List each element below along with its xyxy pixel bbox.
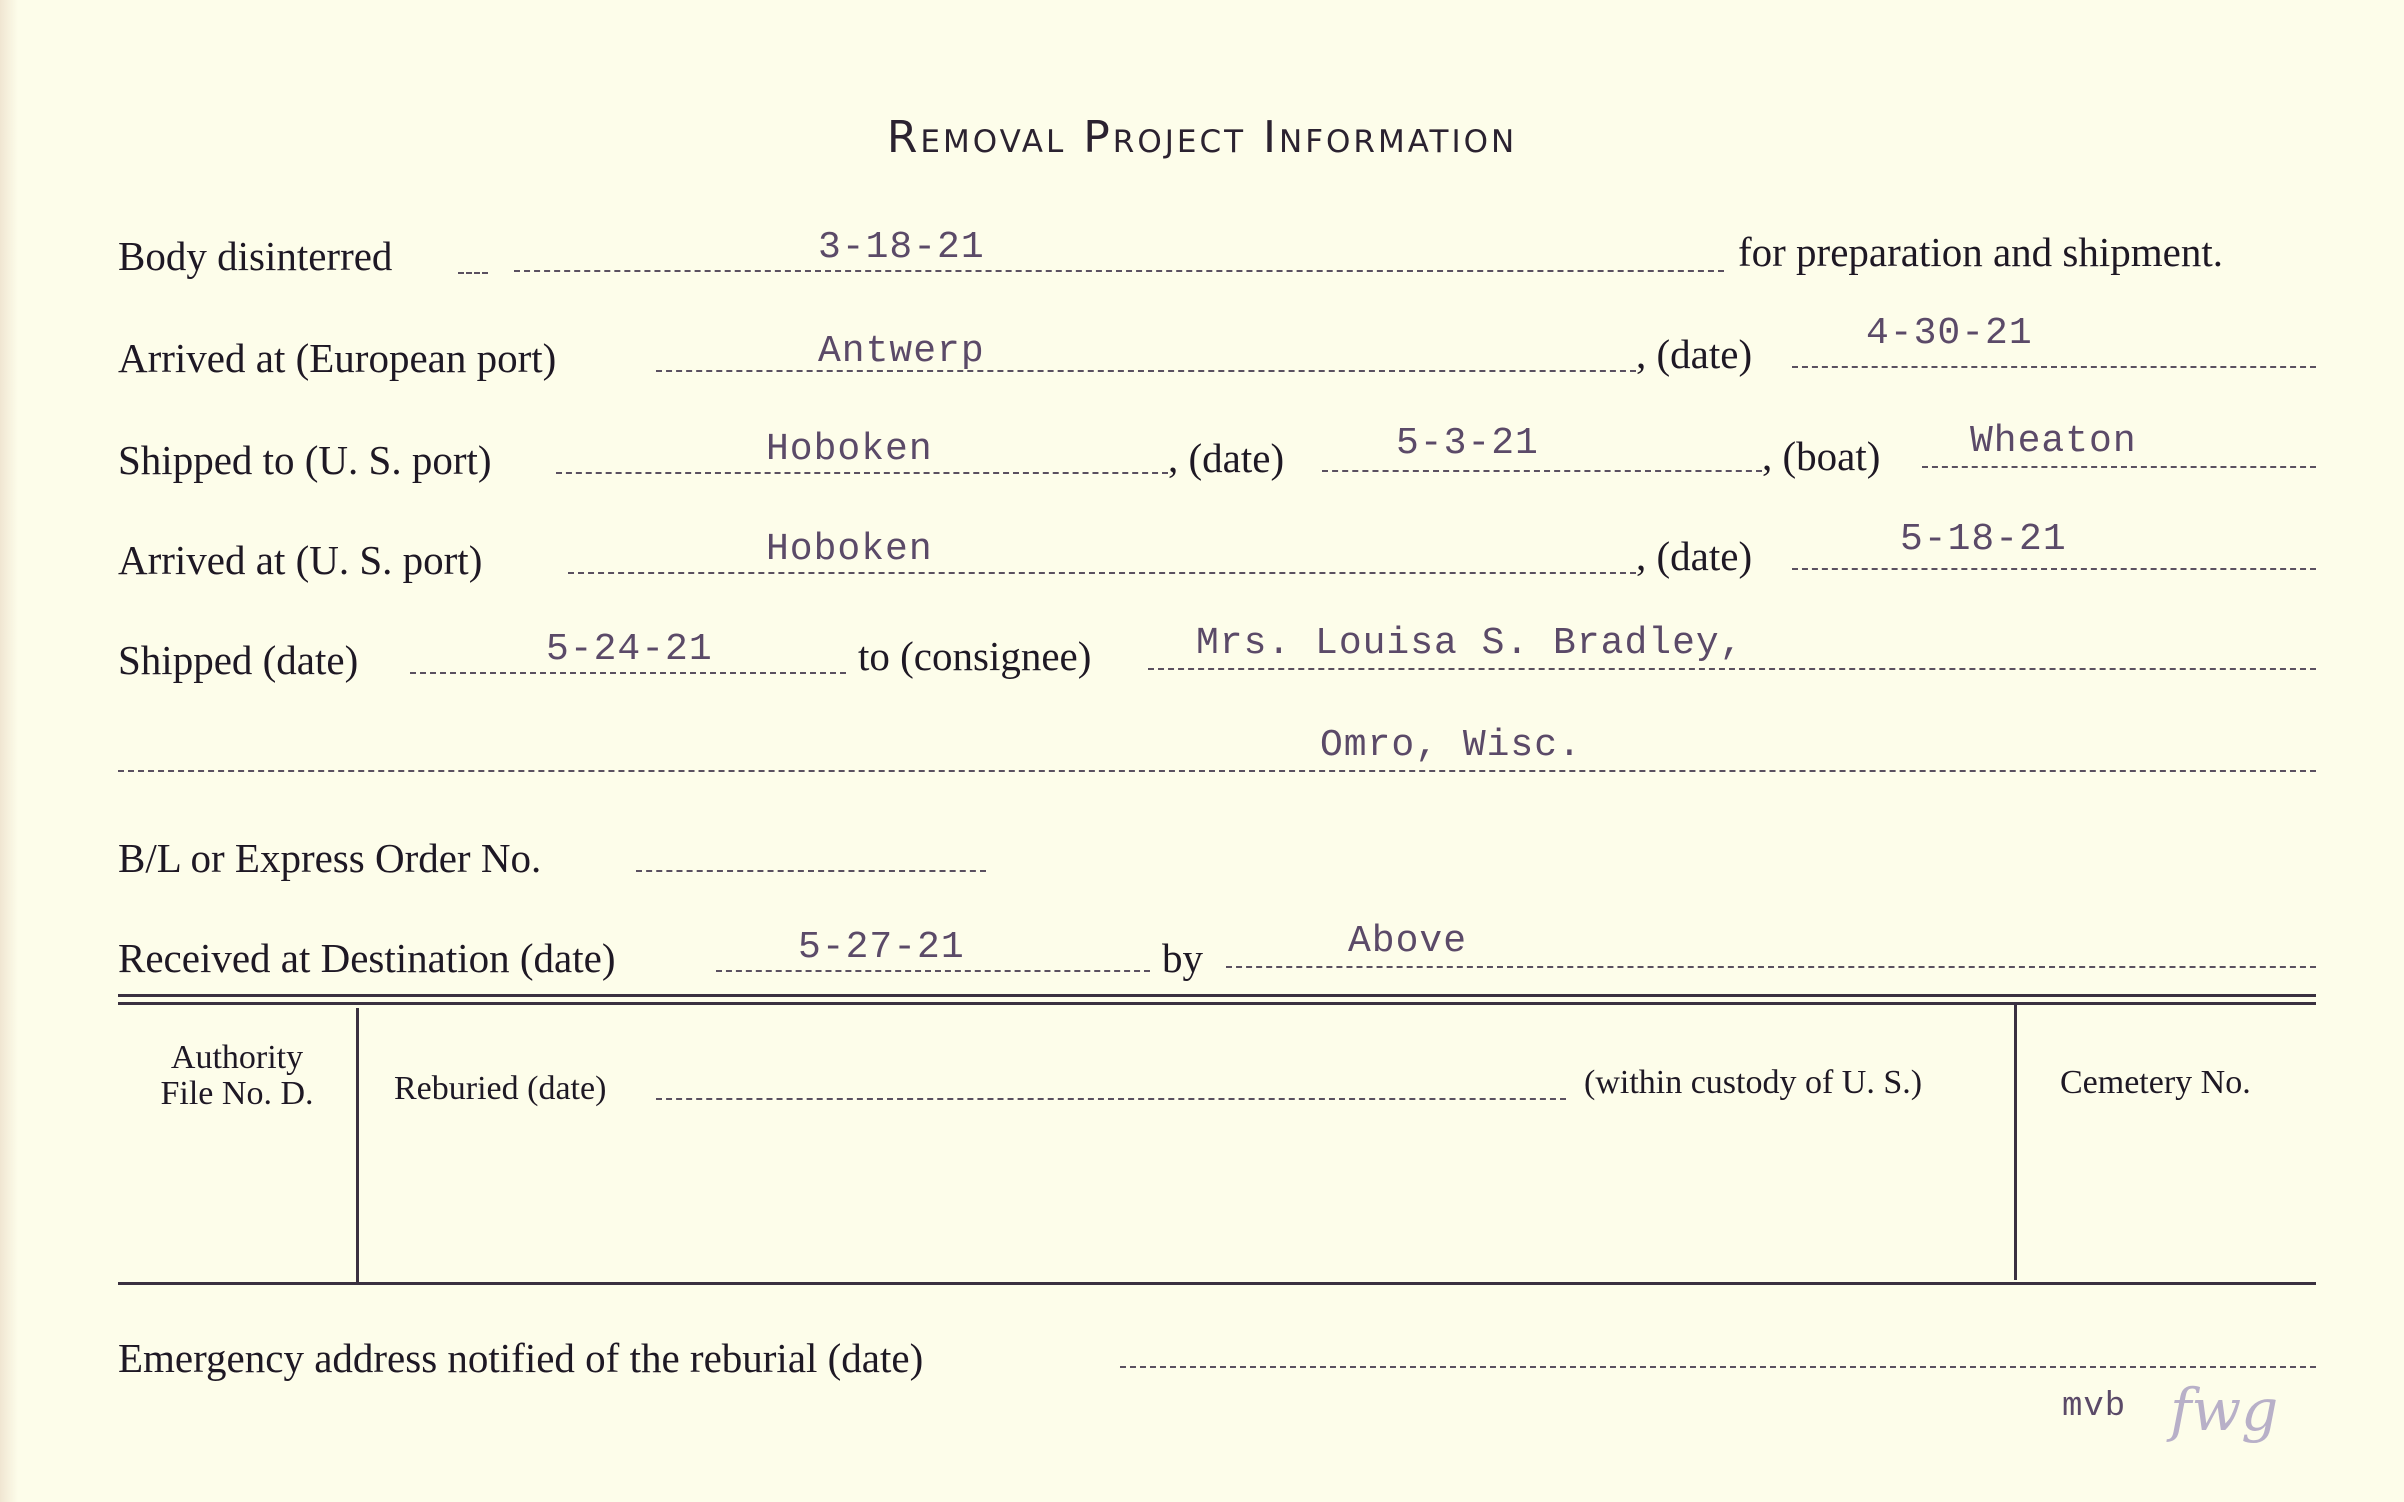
europe-arrival-date: 4-30-21 [1866,312,2033,355]
received-label: Received at Destination (date) [118,935,616,981]
arrived-us-label: Arrived at (U. S. port) [118,537,483,583]
typed-initials: mvb [2062,1388,2127,1426]
dotted-line [556,472,1168,474]
dotted-line [458,272,488,274]
dotted-line [1922,466,2316,468]
europe-port: Antwerp [818,330,985,373]
us-arrival-date: 5-18-21 [1900,518,2067,561]
dotted-line [636,870,986,872]
dotted-line [656,1098,1566,1100]
dotted-line [1322,470,1762,472]
consignee-name: Mrs. Louisa S. Bradley, [1196,622,1744,665]
emergency-label: Emergency address notified of the reburial (date) [118,1335,924,1381]
table-divider [356,1008,359,1284]
shipped-date-label: Shipped (date) [118,637,359,683]
table-divider [2014,1004,2017,1280]
dotted-line [1148,668,2316,670]
arrived-us-date-label: , (date) [1636,533,1753,579]
dotted-line [716,970,1150,972]
cemetery-label: Cemetery No. [2060,1064,2251,1101]
card-title: Removal Project Information [886,112,1518,163]
card-edge [0,0,18,1502]
dotted-line [118,770,2316,772]
us-port-shipped: Hoboken [766,428,933,471]
authority-line-2: File No. D. [160,1075,314,1112]
disinterred-date: 3-18-21 [818,226,985,269]
consignee-address: Omro, Wisc. [1320,724,1582,767]
boat-label: , (boat) [1762,433,1881,479]
dotted-line [568,572,1636,574]
arrived-europe-label: Arrived at (European port) [118,335,557,381]
handwritten-initials: fwg [2170,1376,2279,1444]
dotted-line [1792,568,2316,570]
reburied-label: Reburied (date) [394,1070,607,1107]
dotted-line [1120,1366,2316,1368]
table-top-rule [118,994,2316,997]
authority-line-1: Authority [170,1039,304,1076]
dotted-line [1226,966,2316,968]
received-by-label: by [1162,935,1203,981]
received-date: 5-27-21 [798,926,965,969]
boat-name: Wheaton [1970,420,2137,463]
authority-label [130,1040,344,1112]
disinterred-suffix: for preparation and shipment. [1738,229,2224,275]
shipped-us-date: 5-3-21 [1396,422,1539,465]
table-bottom-rule [118,1282,2316,1285]
disinterred-label: Body disinterred [118,233,393,279]
received-by: Above [1348,920,1468,963]
us-port-arrived: Hoboken [766,528,933,571]
custody-label: (within custody of U. S.) [1584,1064,1923,1101]
shipped-us-label: Shipped to (U. S. port) [118,437,492,483]
dotted-line [410,672,846,674]
bl-label: B/L or Express Order No. [118,835,542,881]
dotted-line [514,270,1724,272]
dotted-line [1792,366,2316,368]
consignee-label: to (consignee) [858,633,1092,679]
arrived-europe-date-label: , (date) [1636,331,1753,377]
shipped-us-date-label: , (date) [1168,435,1285,481]
table-top-rule [118,1002,2316,1005]
shipped-date: 5-24-21 [546,628,713,671]
dotted-line [656,370,1636,372]
